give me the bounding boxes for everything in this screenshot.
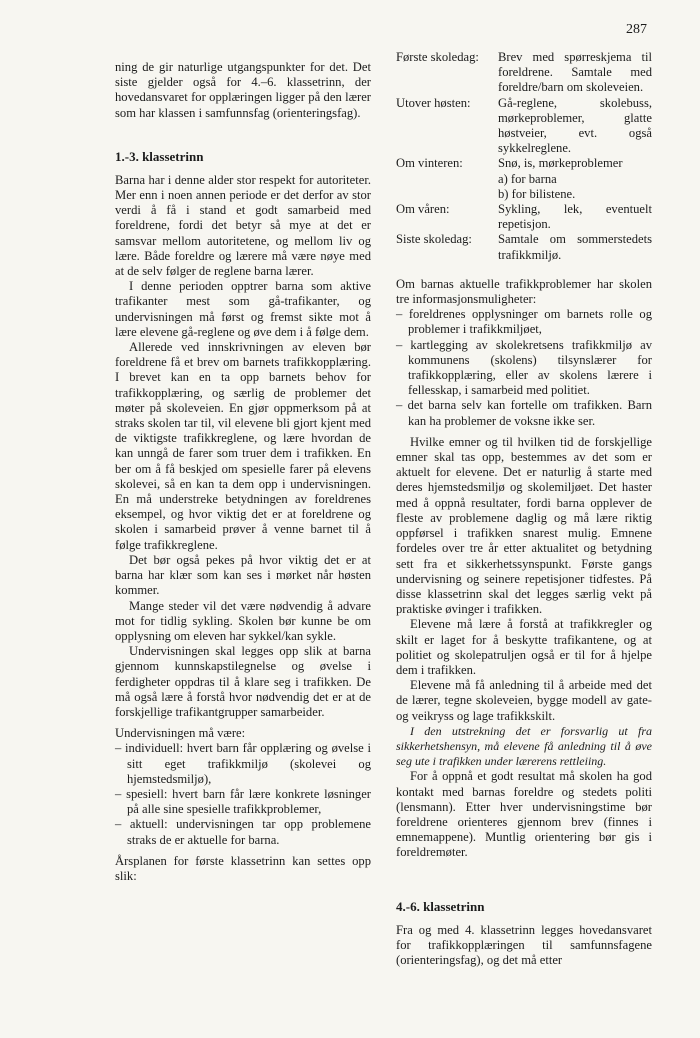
section-heading-1-3: 1.-3. klassetrinn: [115, 148, 204, 164]
year-plan-schedule: [396, 50, 652, 263]
paragraph: Mange steder vil det være nødvendig å advare mot for tidlig sykling. Skolen bør kunne be om opplysning om eleven har sykkel/kan sykle.: [115, 598, 371, 643]
left-column: [115, 60, 371, 884]
schedule-desc: Brev med spørreskjema til foreldrene. Samtale med foreldre/barn om skoleveien.: [498, 50, 652, 95]
schedule-desc: a) for barna: [498, 171, 557, 186]
schedule-term: Første skoledag:: [396, 50, 479, 64]
paragraph: I denne perioden opptrer barna som aktive trafikanter mest som gå-trafikanter, og undervisningen må først og fremst sikte mot å lære elevene gå-reglene og øve dem i å følge dem.: [115, 279, 371, 339]
schedule-term: Om våren:: [396, 202, 450, 217]
paragraph: Elevene må få anledning til å arbeide med det de lærer, tegne skoleveien, bygge modell av gate- og veikryss og lage trafikkskilt.: [396, 678, 652, 723]
list-intro: Undervisningen må være:: [115, 726, 246, 741]
page-number: 287: [626, 22, 647, 37]
paragraph: Allerede ved innskrivningen av eleven bør foreldrene få et brev om barnets trafikkopplæring. I brevet kan en ta opp barnets behov for trafikkopplæring, og særlig de problemer det møter på skoleveien. En gjør oppmerksom på at straks skolen tar til, vil elevene bli gjort kjent med de viktigste trafikkreglene, og lære hvordan de kan unngå de farer som truer dem i trafikken. En ber om å få beskjed om spesielle farer på elevens skolevei, så en kan ta dem opp i undervisningen. En må understreke betydningen av foreldrenes eksempel, og hvor viktig det er at foreldrene og skolen i samarbeid prøver å venne barnet til å følge trafikkreglene.: [115, 340, 371, 552]
schedule-term: Siste skoledag:: [396, 232, 472, 247]
list-item: – det barna selv kan fortelle om trafikken. Barn kan ha problemer de voksne ikke ser.: [396, 398, 652, 428]
schedule-desc: Snø, is, mørkeproblemer: [498, 156, 623, 171]
paragraph: Barna har i denne alder stor respekt for autoriteter. Mer enn i noen annen periode er det derfor av stor verdi å få i stand et godt samarbeid med foreldrene, fordi det betyr så mye at det er samsvar mellom autoritetene, og mellom liv og lære. Både foreldre og lærere må være nøye med at de selv følger de reglene barna lærer.: [115, 172, 371, 279]
schedule-desc: Gå-reglene, skolebuss, mørkeproblemer, glatte høstveier, evt. også sykkelreglene.: [498, 95, 652, 156]
list-item: – individuell: hvert barn får opplæring og øvelse i sitt eget trafikkmiljø (skolevei og hjemstedsmiljø),: [115, 741, 371, 786]
schedule-term: [396, 187, 492, 202]
paragraph: Fra og med 4. klassetrinn legges hovedansvaret for trafikkopplæringen til samfunnsfagene (orienteringsfag), og det må etter: [396, 922, 652, 967]
schedule-desc: b) for bilistene.: [498, 186, 576, 201]
paragraph: Elevene må lære å forstå at trafikkregler og skilt er laget for å beskytte trafikantene, og at politiet og skolepatruljen også er til for å hjelpe dem i trafikken.: [396, 617, 652, 677]
schedule-desc: Sykling, lek, eventuelt repetisjon.: [498, 202, 652, 232]
right-column: [396, 50, 652, 968]
emphasized-paragraph: I den utstrekning det er forsvarlig ut fra sikkerhetshensyn, må elevene få anledning til å øve seg ute i trafikken under lærerens rettleiing.: [396, 723, 652, 769]
schedule-desc: Samtale om sommerstedets trafikkmiljø.: [498, 232, 652, 262]
schedule-term: Utover høsten:: [396, 95, 471, 110]
paragraph: Det bør også pekes på hvor viktig det er at barna har klær som kan ses i mørket når høsten kommer.: [115, 552, 371, 598]
list-item: – foreldrenes opplysninger om barnets rolle og problemer i trafikkmiljøet,: [396, 307, 652, 337]
section-heading-4-6: 4.-6. klassetrinn: [396, 898, 485, 914]
list-item: – kartlegging av skolekretsens trafikkmiljø av kommunens (skolens) tilsynslærer for trafikkopplæring, eller av skolens lærere i fellesskap, i samarbeid med politiet.: [396, 337, 652, 398]
schedule-term: [396, 172, 492, 187]
paragraph: For å oppnå et godt resultat må skolen ha god kontakt med barnas foreldre og stedets politi (lensmann). Etter hver undervisningstime bør foreldrene orienteres gjennom brev (finnes i emnemappene). Muntlig orientering bør gis i foreldremøter.: [396, 769, 652, 860]
paragraph: Undervisningen skal legges opp slik at barna gjennom kunnskapstilegnelse og øvelse i ferdigheter oppdras til å klare seg i trafikken. De må også lære å forstå hvor nødvendig det er at de forskjellige trafikantgrupper samarbeider.: [115, 644, 371, 719]
list-item: – spesiell: hvert barn får lære konkrete løsninger på alle sine spesielle trafikkproblemer,: [115, 786, 371, 817]
paragraph: Hvilke emner og til hvilken tid de forskjellige emner skal tas opp, bestemmes av det som er aktuelt for elevene. Det er naturlig å starte med deres hjemstedsmiljø og skolemiljøet. Det haster med å oppnå resultater, fordi barna opplever de fleste av problemene daglig og må lære riktig oppførsel i trafikken snarest mulig. Emnene fordeles over tre år etter aktualitet og betydning sett fra et sikkerhetssynspunkt. Første gangs undervisning og seinere repetisjoner tidfestes. På disse klassetrinn skal det legges særlig vekt på praktiske øvinger i trafikken.: [396, 434, 652, 617]
list-item: – aktuell: undervisningen tar opp problemene straks de er aktuelle for barna.: [115, 817, 371, 847]
schedule-term: Om vinteren:: [396, 156, 463, 171]
paragraph: Årsplanen for første klassetrinn kan settes opp slik:: [115, 853, 371, 883]
requirements-list: [115, 741, 371, 847]
info-intro: Om barnas aktuelle trafikkproblemer har skolen tre informasjonsmuligheter:: [396, 276, 652, 307]
info-list: [396, 307, 652, 429]
intro-paragraph: ning de gir naturlige utgangspunkter for det. Det siste gjelder også for 4.–6. klassetrinn, der hovedansvaret for opplæringen ligger på den lærer som har klassen i samfunnsfag (orienteringsfag).: [115, 60, 371, 120]
